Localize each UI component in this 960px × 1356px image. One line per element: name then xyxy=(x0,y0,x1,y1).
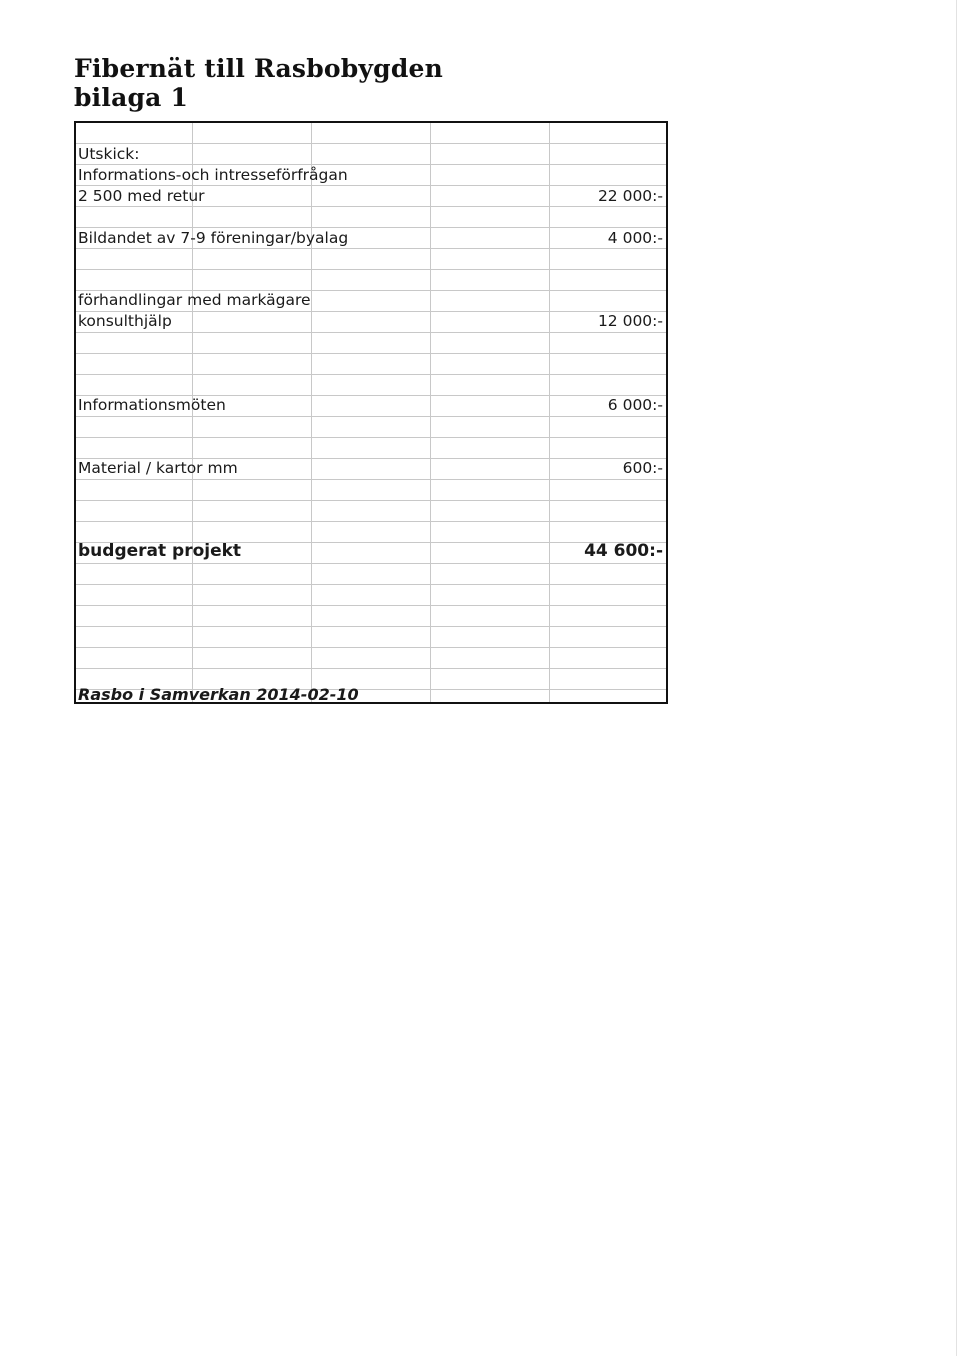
budget-row-total xyxy=(78,540,663,562)
row-label: Informationsmöten xyxy=(78,396,226,414)
budget-row-bildandet xyxy=(78,227,663,249)
budget-row-utskick-description xyxy=(78,164,663,186)
row-amount: 22 000:- xyxy=(597,187,663,205)
scan-edge-line xyxy=(956,0,957,1356)
row-amount: 12 000:- xyxy=(597,312,663,330)
title-line-2: bilaga 1 xyxy=(74,83,189,112)
row-label: 2 500 med retur xyxy=(78,187,205,205)
budget-spreadsheet xyxy=(74,121,668,704)
row-label: Utskick: xyxy=(78,145,140,163)
budget-row-material xyxy=(78,457,663,479)
title-line-1: Fibernät till Rasbobygden xyxy=(74,54,444,83)
row-label: konsulthjälp xyxy=(78,312,172,330)
row-label: Material / kartor mm xyxy=(78,459,238,477)
budget-row-utskick-quantity xyxy=(78,185,663,207)
row-amount: 6 000:- xyxy=(607,396,663,414)
budget-row-forhandlingar xyxy=(78,289,663,311)
footer-signature: Rasbo i Samverkan 2014-02-10 xyxy=(78,685,359,704)
budget-row-konsulthjalp xyxy=(78,310,663,332)
row-amount: 600:- xyxy=(622,459,663,477)
total-amount: 44 600:- xyxy=(584,541,663,561)
total-label: budgerat projekt xyxy=(78,541,242,561)
budget-row-utskick-heading xyxy=(78,143,663,165)
row-label: förhandlingar med markägare xyxy=(78,291,311,309)
row-amount: 4 000:- xyxy=(607,229,663,247)
row-label: Bildandet av 7-9 föreningar/byalag xyxy=(78,229,349,247)
document-title xyxy=(74,54,443,112)
budget-footer xyxy=(78,684,663,706)
row-label: Informations-och intresseförfrågan xyxy=(78,166,348,184)
budget-row-informationsmoten xyxy=(78,394,663,416)
